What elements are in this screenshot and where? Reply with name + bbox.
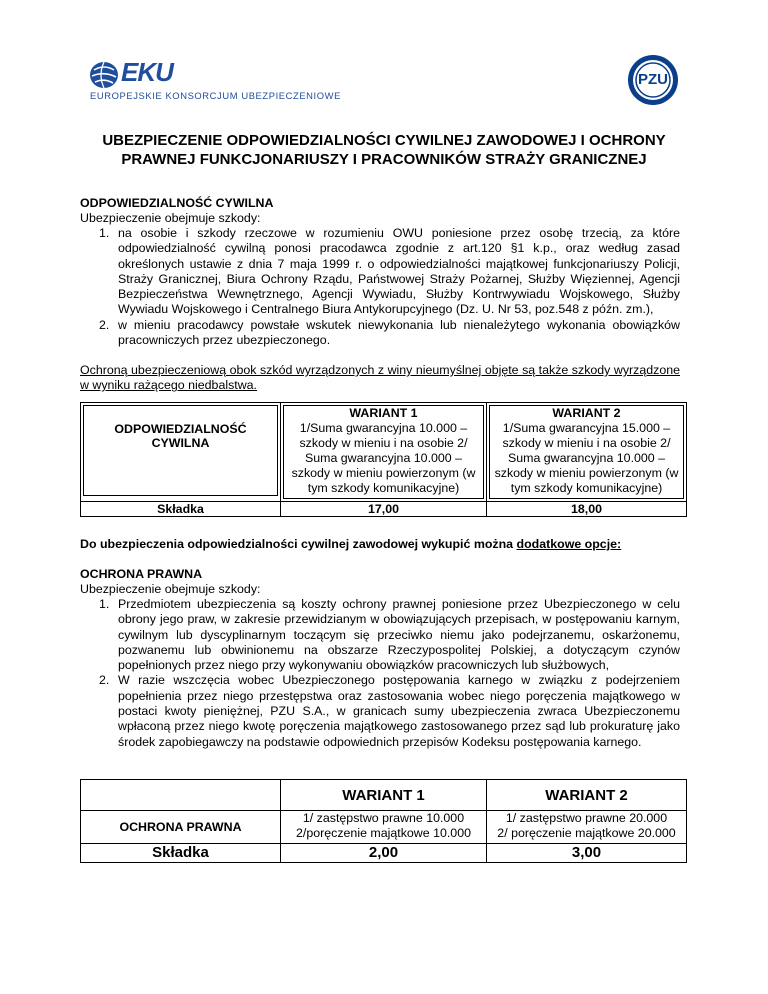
oc-variant-2-premium: 18,00 <box>487 502 687 517</box>
oc-variant-1-desc: 1/Suma gwarancyjna 10.000 – szkody w mieniu i na osobie 2/ Suma gwarancyjna 10.000 – szkody w mieniu powierzonym (w tym szkody komunikacyjne) <box>291 421 476 495</box>
options-note-underlined: dodatkowe opcje: <box>516 537 622 551</box>
options-note-prefix: Do ubezpieczenia odpowiedzialności cywilnej zawodowej wykupić można <box>80 537 517 551</box>
op-variant-1-line1: 1/ zastępstwo prawne 10.000 <box>302 811 465 825</box>
table-row <box>81 403 687 502</box>
op-list <box>80 597 680 750</box>
title-line-1: UBEZPIECZENIE ODPOWIEDZIALNOŚCI CYWILNEJ ZAWODOWEJ I OCHRONY <box>102 132 666 149</box>
oc-note: Ochroną ubezpieczeniową obok szkód wyrządzonych z winy nieumyślnej objęte są także szkody wyrządzone w wyniku rażącego niedbalstwa. <box>80 363 680 393</box>
op-variant-2-line1: 1/ zastępstwo prawne 20.000 <box>505 811 668 825</box>
title-line-2: PRAWNEJ FUNKCJONARIUSZY I PRACOWNIKÓW STRAŻY GRANICZNEJ <box>121 151 647 168</box>
item-number: 2. <box>99 317 110 332</box>
op-variant-2-premium: 3,00 <box>487 844 687 863</box>
item-text: Przedmiotem ubezpieczenia są koszty ochrony prawnej poniesione przez Ubezpieczonego w celu obrony jego praw, w zakresie przewidzianym w obowiązujących przepisach, w postępowaniu karnym, cywilnym lub dyscyplinarnym toczącym się przeciwko niemu jako podejrzanemu, oskarżonemu, pozwanemu lub obwinionemu na obszarze Rzeczypospolitej Polskiej, a dotyczącym czynów popełnionych przez niego przy wykonywaniu obowiązków pracowniczych lub służbowych, <box>118 597 680 673</box>
oc-intro: Ubezpieczenie obejmuje szkody: <box>80 211 261 225</box>
oc-variant-2-name: WARIANT 2 <box>552 406 621 420</box>
oc-list <box>80 226 680 348</box>
item-number: 1. <box>99 226 110 240</box>
item-number: 2. <box>99 673 110 688</box>
list-item <box>80 673 680 749</box>
op-variants-table <box>80 779 687 863</box>
op-variant-2-name: WARIANT 2 <box>487 780 687 811</box>
op-variant-2-desc <box>487 811 687 844</box>
oc-variant-1-premium: 17,00 <box>281 502 487 517</box>
table-row <box>81 780 687 811</box>
globe-icon <box>88 60 124 90</box>
eku-logo <box>88 57 358 104</box>
table-row <box>81 844 687 863</box>
op-variant-2-line2: 2/ poręczenie majątkowe 20.000 <box>497 826 676 840</box>
op-row-label: OCHRONA PRAWNA <box>81 811 281 844</box>
oc-variant-1-name: WARIANT 1 <box>349 406 418 420</box>
oc-variant-1-cell <box>283 405 484 499</box>
op-variant-1-line2: 2/poręczenie majątkowe 10.000 <box>296 826 471 840</box>
oc-row-label: ODPOWIEDZIALNOŚĆ CYWILNA <box>83 405 278 496</box>
oc-variant-2-desc: 1/Suma gwarancyjna 15.000 – szkody w mieniu i na osobie 2/ Suma gwarancyjna 10.000 – szkody w mieniu powierzonym (w tym szkody komunikacyjne) <box>494 421 679 495</box>
item-number: 1. <box>99 597 110 611</box>
op-intro: Ubezpieczenie obejmuje szkody: <box>80 582 261 596</box>
list-item <box>80 318 680 349</box>
item-text: W razie wszczęcia wobec Ubezpieczonego postępowania karnego w związku z podejrzeniem popełnienia przez niego przestępstwa oraz zastosowania wobec niego poręczenia majątkowego w postaci kwoty pieniężnej, PZU S.A., w granicach sumy ubezpieczenia zwraca Ubezpieczonemu wpłaconą przez niego kwotę poręczenia majątkowego zastosowanego przez sąd lub prokuraturę jako środek zapobiegawczy na podstawie odpowiednich przepisów Kodeksu postępowania karnego. <box>118 673 680 749</box>
pzu-logo <box>627 54 679 106</box>
op-variant-1-name: WARIANT 1 <box>281 780 487 811</box>
op-premium-label: Składka <box>81 844 281 863</box>
oc-heading: ODPOWIEDZIALNOŚĆ CYWILNA <box>80 196 274 210</box>
options-note <box>80 537 680 552</box>
item-text: na osobie i szkody rzeczowe w rozumieniu OWU poniesione przez osobę trzecią, za które odpowiedzialność cywilną ponosi pracodawca zgodnie z art.120 §1 k.p., oraz według zasad określonych ustawie z dnia 7 maja 1999 r. o odpowiedzialności majątkowej funkcjonariuszy Policji, Straży Granicznej, Biura Ochrony Rządu, Państwowej Straży Pożarnej, Służby Więziennej, Agencji Bezpieczeństwa Wewnętrznego, Agencji Wywiadu, Służby Kontrwywiadu Wojskowego, Służby Wywiadu Wojskowego i Centralnego Biura Antykorupcyjnego (Dz. U. Nr 53, poz.548 z późn. zm.), <box>118 226 680 317</box>
oc-premium-label: Składka <box>81 502 281 517</box>
page-title <box>60 131 708 169</box>
table-row <box>81 811 687 844</box>
table-row <box>81 502 687 517</box>
op-variant-1-desc <box>281 811 487 844</box>
list-item <box>80 597 680 673</box>
oc-variants-table <box>80 402 687 517</box>
list-item <box>80 226 680 318</box>
eku-subtitle: EUROPEJSKIE KONSORCJUM UBEZPIECZENIOWE <box>90 90 341 101</box>
item-text: w mieniu pracodawcy powstałe wskutek niewykonania lub nienależytego wykonania obowiązków pracowniczych przez ubezpieczonego. <box>118 317 680 348</box>
op-variant-1-premium: 2,00 <box>281 844 487 863</box>
eku-logo-text: EKU <box>121 57 173 87</box>
oc-variant-2-cell <box>489 405 684 499</box>
pzu-logo-text: PZU <box>638 71 668 88</box>
op-heading: OCHRONA PRAWNA <box>80 567 203 581</box>
